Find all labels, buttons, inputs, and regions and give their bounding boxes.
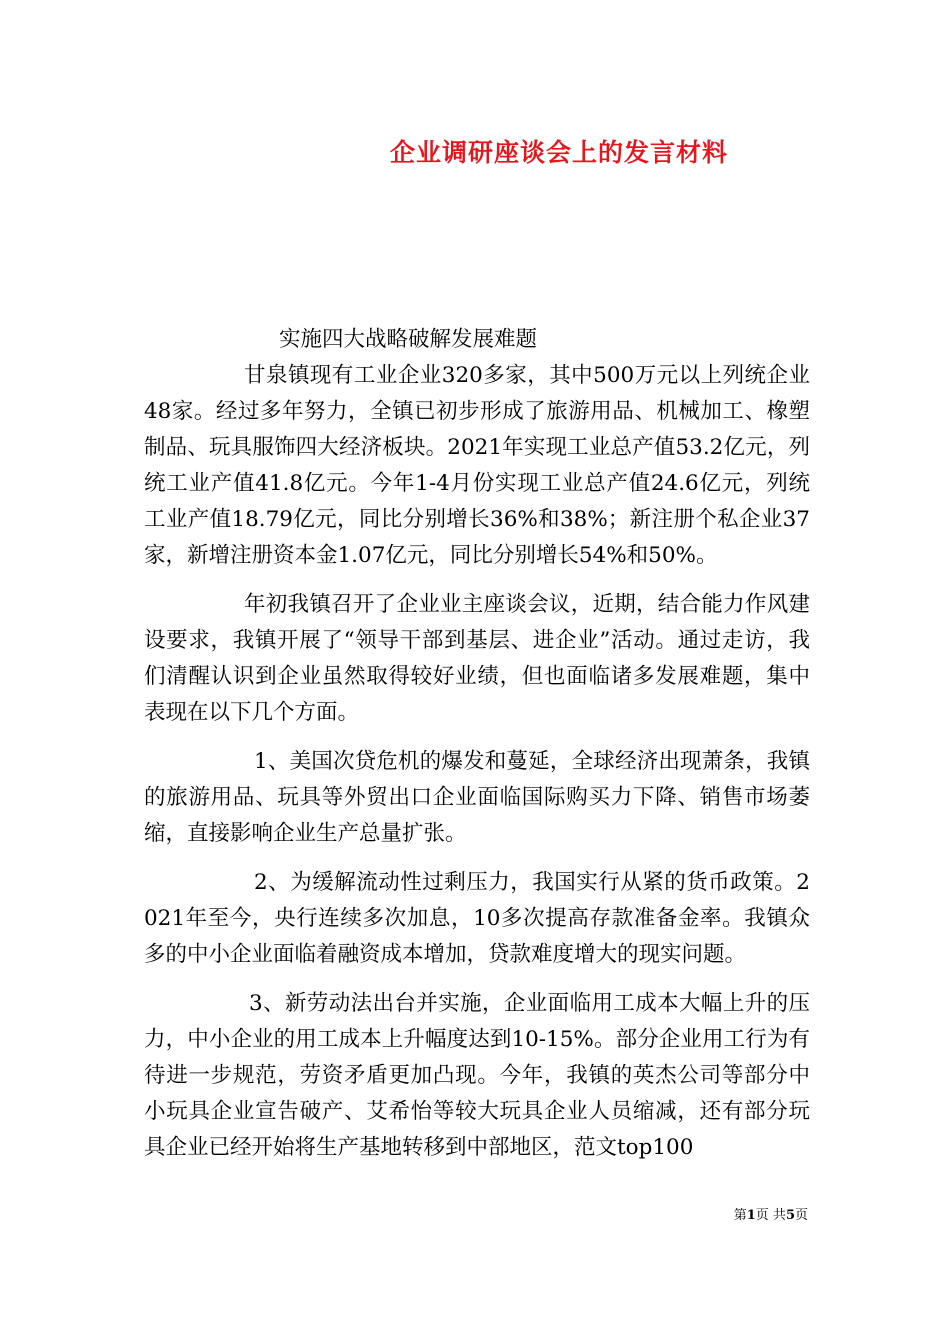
paragraph-point-1: 1、美国次贷危机的爆发和蔓延，全球经济出现萧条，我镇的旅游用品、玩具等外贸出口企业面临国际购买力下降、销售市场萎缩，直接影响企业生产总量扩张。 xyxy=(144,749,810,846)
paragraph-survey: 年初我镇召开了企业业主座谈会议，近期，结合能力作风建设要求，我镇开展了“领导干部到基层、进企业”活动。通过走访，我们清醒认识到企业虽然取得较好业绩，但也面临诸多发展难题，集中表现在以下几个方面。 xyxy=(144,592,810,725)
paragraph-point-2: 2、为缓解流动性过剩压力，我国实行从紧的货币政策。2021年至今，央行连续多次加息，10多次提高存款准备金率。我镇众多的中小企业面临着融资成本增加，贷款难度增大的现实问题。 xyxy=(144,870,810,967)
document-title: 企业调研座谈会上的发言材料 xyxy=(390,138,729,167)
page-footer xyxy=(734,1204,808,1223)
footer-middle: 页 共 xyxy=(755,1208,786,1223)
footer-prefix: 第 xyxy=(733,1208,747,1223)
document-body xyxy=(144,322,810,1166)
paragraph-overview: 甘泉镇现有工业企业320多家，其中500万元以上列统企业48家。经过多年努力，全镇已初步形成了旅游用品、机械加工、橡塑制品、玩具服饰四大经济板块。2021年实现工业总产值53.2亿元，列统工业产值41.8亿元。今年1-4月份实现工业总产值24.6亿元，列统工业产值18.79亿元，同比分别增长36%和38%；新注册个私企业37家，新增注册资本金1.07亿元，同比分别增长54%和50%。 xyxy=(144,363,810,568)
footer-total-pages: 5 xyxy=(785,1208,795,1223)
footer-current-page: 1 xyxy=(746,1208,756,1223)
paragraph-point-3: 3、新劳动法出台并实施，企业面临用工成本大幅上升的压力，中小企业的用工成本上升幅度达到10-15%。部分企业用工行为有待进一步规范，劳资矛盾更加凸现。今年，我镇的英杰公司等部分中小玩具企业宣告破产、艾希怡等较大玩具企业人员缩减，还有部分玩具企业已经开始将生产基地转移到中部地区，范文top100 xyxy=(144,991,810,1160)
document-subtitle: 实施四大战略破解发展难题 xyxy=(279,327,538,352)
footer-suffix: 页 xyxy=(794,1208,808,1223)
